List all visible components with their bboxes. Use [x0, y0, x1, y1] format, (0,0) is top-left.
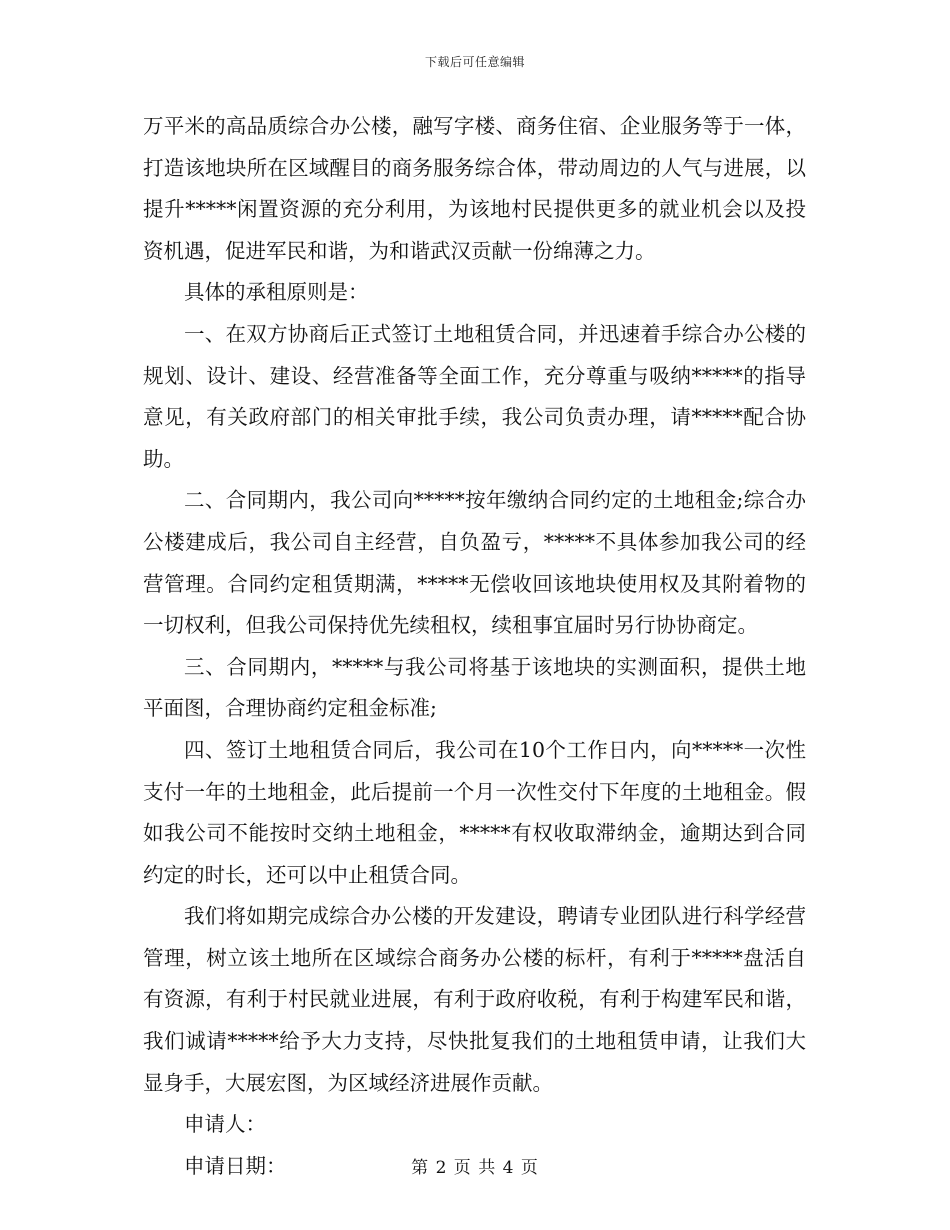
- paragraph-closing: 我们将如期完成综合办公楼的开发建设，聘请专业团队进行科学经营管理，树立该土地所在区域综合商务办公楼的标杆，有利于*****盘活自有资源，有利于村民就业进展，有利于政府收税，有利于构建军民和谐，我们诚请*****给予大力支持，尽快批复我们的土地租赁申请，让我们大显身手，大展宏图，为区域经济进展作贡献。: [143, 904, 806, 1095]
- paragraph-principle-3: 三、合同期内，*****与我公司将基于该地块的实测面积，提供土地平面图，合理协商约定租金标准;: [143, 654, 806, 721]
- paragraph-intro-continued: 万平米的高品质综合办公楼，融写字楼、商务住宿、企业服务等于一体，打造该地块所在区域醒目的商务服务综合体，带动周边的人气与进展，以提升*****闲置资源的充分利用，为该地村民提供更多的就业机会以及投资机遇，促进军民和谐，为和谐武汉贡献一份绵薄之力。: [143, 114, 806, 263]
- applicant-label: 申请人：: [184, 1112, 266, 1137]
- application-date-label: 申请日期：: [184, 1153, 287, 1178]
- paragraph-principle-2: 二、合同期内，我公司向*****按年缴纳合同约定的土地租金;综合办公楼建成后，我公司自主经营，自负盈亏，*****不具体参加我公司的经营管理。合同约定租赁期满，*****无偿收回该地块使用权及其附着物的一切权利，但我公司保持优先续租权，续租事宜届时另行协协商定。: [143, 488, 806, 638]
- paragraph-principles-heading: 具体的承租原则是：: [184, 280, 369, 305]
- document-body: [143, 106, 806, 1187]
- paragraph-principle-4: 四、签订土地租赁合同后，我公司在10个工作日内，向*****一次性支付一年的土地租金，此后提前一个月一次性交付下年度的土地租金。假如我公司不能按时交纳土地租金，*****有权收取滞纳金，逾期达到合同约定的时长，还可以中止租赁合同。: [143, 737, 806, 887]
- page-footer: 第 2 页 共 4 页: [411, 1158, 539, 1178]
- paragraph-principle-1: 一、在双方协商后正式签订土地租赁合同，并迅速着手综合办公楼的规划、设计、建设、经营准备等全面工作，充分尊重与吸纳*****的指导意见，有关政府部门的相关审批手续，我公司负责办理，请*****配合协助。: [143, 321, 806, 471]
- page-header: 下载后可任意编辑: [424, 55, 525, 69]
